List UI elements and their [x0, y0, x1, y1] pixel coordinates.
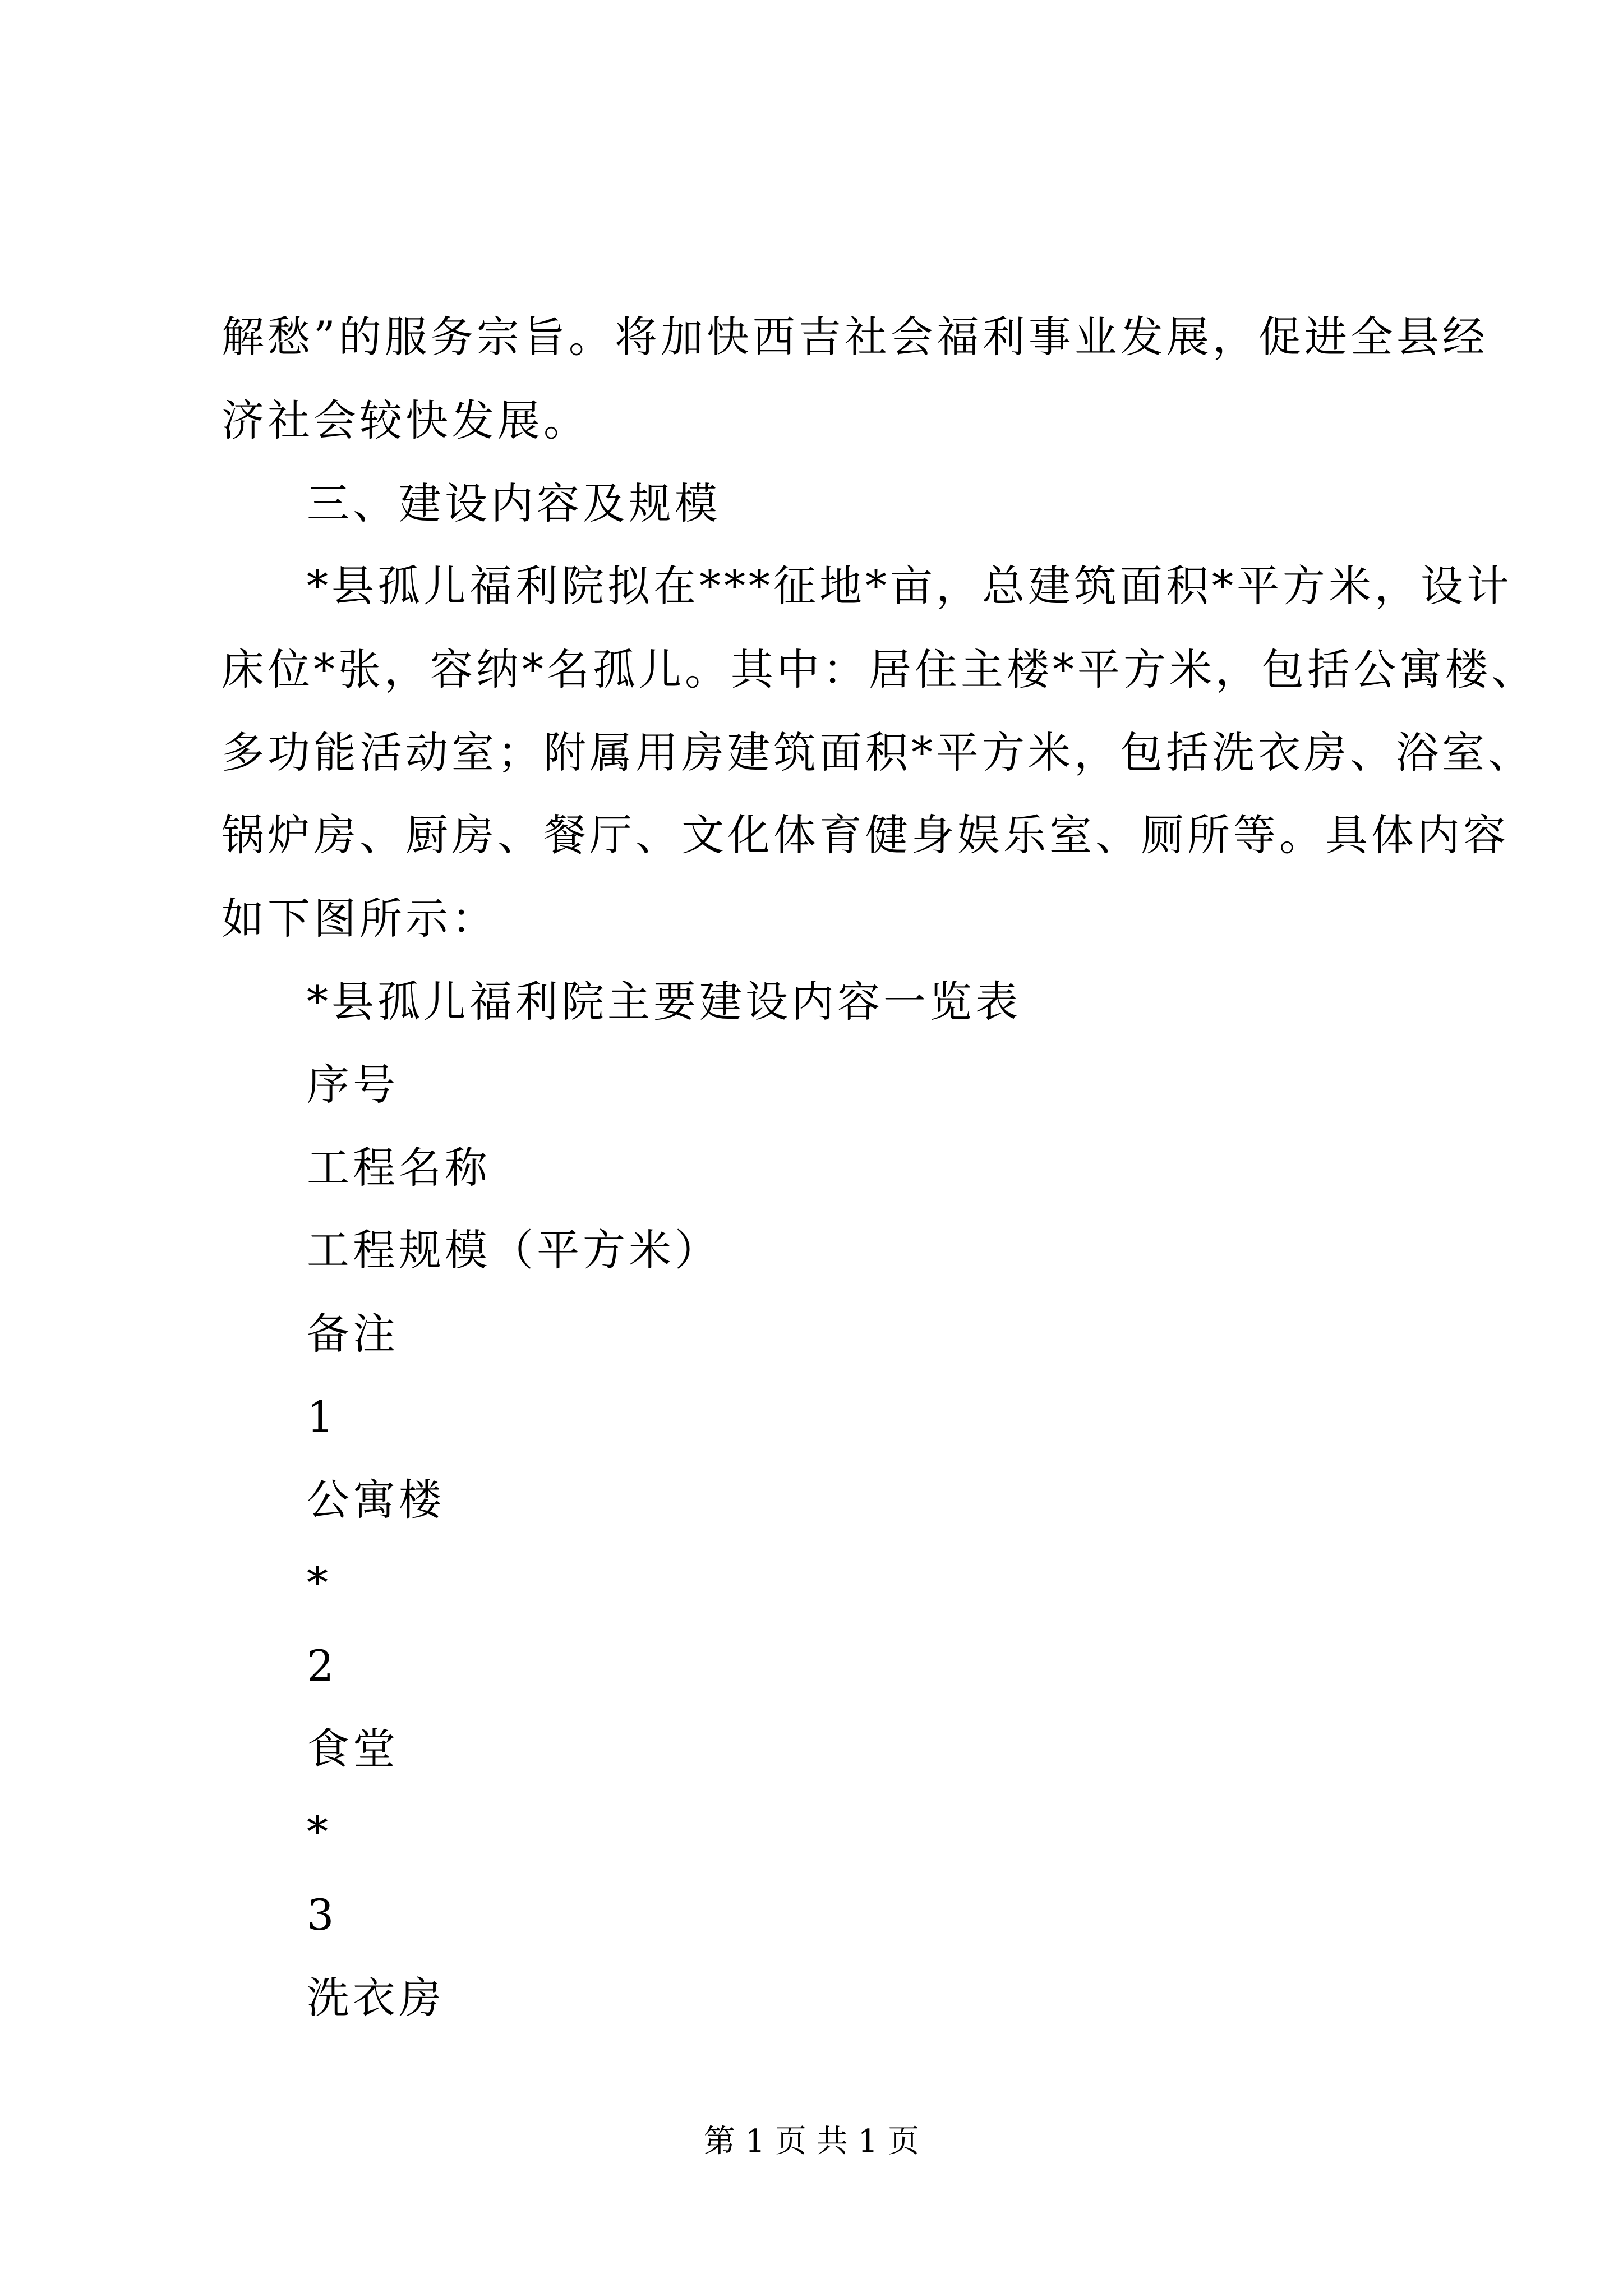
table-title: *县孤儿福利院主要建设内容一览表 [307, 977, 1021, 1027]
paragraph-line: 锅炉房、厨房、餐厅、文化体育健身娱乐室、厕所等。具体内容 [222, 810, 1509, 860]
table-header-cell: 工程规模（平方米） [307, 1225, 721, 1275]
table-cell: * [307, 1558, 331, 1608]
table-cell: 食堂 [307, 1724, 399, 1774]
table-cell: 1 [307, 1392, 338, 1442]
paragraph-line: 济社会较快发展。 [222, 395, 589, 445]
table-header-cell: 备注 [307, 1309, 399, 1359]
section-heading: 三、建设内容及规模 [307, 478, 721, 528]
table-cell: 3 [307, 1890, 338, 1940]
table-cell: 公寓楼 [307, 1475, 445, 1525]
paragraph-line: 解愁”的服务宗旨。将加快西吉社会福利事业发展，促进全县经 [222, 312, 1488, 362]
table-cell: * [307, 1807, 331, 1857]
table-header-cell: 工程名称 [307, 1143, 491, 1193]
paragraph-line: 多功能活动室；附属用房建筑面积*平方米，包括洗衣房、浴室、 [222, 728, 1534, 777]
paragraph-line: 床位*张，容纳*名孤儿。其中：居住主楼*平方米，包括公寓楼、 [222, 645, 1537, 694]
page-footer: 第 1 页 共 1 页 [703, 2123, 920, 2160]
table-cell: 洗衣房 [307, 1973, 445, 2023]
table-cell: 2 [307, 1641, 338, 1691]
paragraph-line: *县孤儿福利院拟在***征地*亩，总建筑面积*平方米，设计 [307, 561, 1513, 611]
table-header-cell: 序号 [307, 1060, 399, 1110]
paragraph-line: 如下图所示： [222, 894, 497, 944]
